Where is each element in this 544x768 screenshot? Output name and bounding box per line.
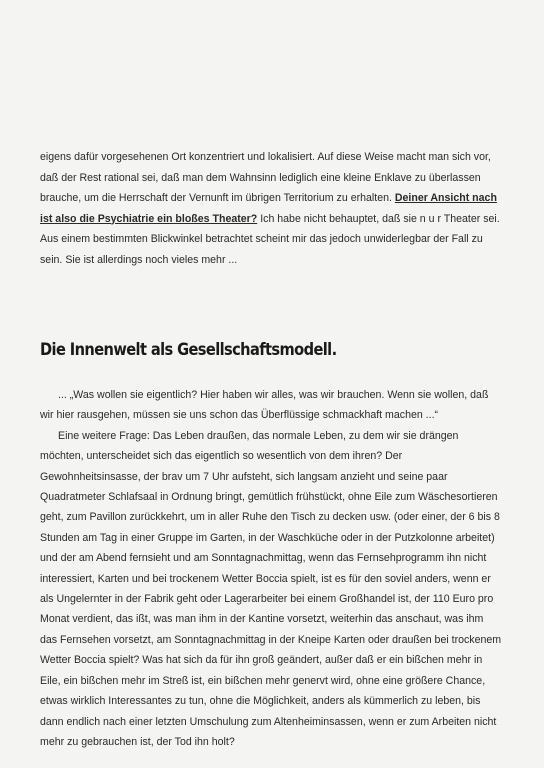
show-through-title [215,62,515,78]
body-text: Eine weitere Frage: Das Leben draußen, das normale Leben, zu dem wir sie drängen möchten, unterscheidet sich das eigentlich so wesentlich von dem ihren? Der Gewohnheitsinsasse, der brav um 7 Uhr aufsteht, sich langsam anzieht und seine paar Quadratmeter Schlafsaal in Ordnung bringt, gemütlich frühstückt, ohne Eile zum Wäschesortieren geht, zum Pavillon zurückkehrt, um in aller Ruhe den Tisch zu decken usw. (oder einer, der 6 bis 8 Stunden am Tag in einer Gruppe im Garten, in der Waschküche oder in der Putzkolonne arbeitet) und der am Abend fernsieht und am Sonntagnachmittag, wenn das Fernsehprogramm ihn nicht interessiert, Karten und bei trockenem Wetter Boccia spielt, ist es für den soviel anders, wenn er als Ungelernter in der Fabrik geht oder Lagerarbeiter bei einem Großhandel ist, der 110 Euro pro Monat verdient, das ißt, was man ihm in der Kantine vorsetzt, weiterhin das anschaut, was ihm das Fernsehen vorsetzt, am Sonntagnachmittag in der Kneipe Karten oder draußen bei trockenem Wetter Boccia spielt? Was hat sich da für ihn groß geändert, außer daß er ein bißchen mehr in Eile, ein bißchen mehr im Streß ist, ein bißchen mehr genervt wird, ohne eine größere Chance, etwas wirklich Interessantes zu tun, ohne die Möglichkeit, anders als kümmerlich zu leben, bis dann endlich nach einer letzten Umschulung zum Altenheiminsassen, wenn er zum Arbeiten nicht mehr zu gebrauchen ist, der Tod ihn holt? [40,429,502,748]
paragraph-intro-text: eigens dafür vorgesehenen Ort konzentriert und lokalisiert. Auf diese Weise macht man sich vor, daß der Rest rational sei, daß man dem Wahnsinn lediglich eine kleine Enklave zu überlassen brauche, um die Herrschaft der Vernunft im übrigen Territorium zu erhalten. [40,151,491,204]
paragraph-body [40,385,502,752]
section-heading: Die Innenwelt als Gesellschaftsmodell. [40,340,337,360]
paragraph-intro-answer: Ich habe nicht behauptet, daß sie n u r Theater sei. Aus einem bestimmten Blickwinkel betrachtet scheint mir das jedoch unwiderlegbar der Fall zu sein. Sie ist allerdings noch vieles mehr ... [40,212,500,266]
quote-text: ... „Was wollen sie eigentlich? Hier haben wir alles, was wir brauchen. Wenn sie wollen, daß wir hier rausgehen, müssen sie uns schon das Überflüssige schmackhaft machen ...“ [40,389,489,422]
interview-question: Deiner Ansicht nach ist also die Psychiatrie ein bloßes Theater? [40,192,497,225]
paragraph-intro [40,147,504,270]
